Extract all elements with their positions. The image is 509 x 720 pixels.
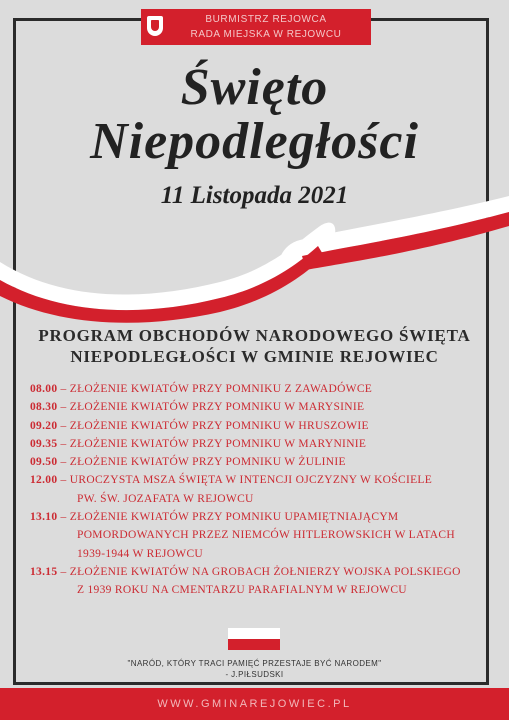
header-line-2: RADA MIEJSKA W REJOWCU bbox=[190, 29, 342, 40]
schedule-item bbox=[30, 563, 490, 600]
schedule-text: – ZŁOŻENIE KWIATÓW PRZY POMNIKU W ŻULINIE bbox=[57, 456, 346, 469]
schedule-item bbox=[30, 398, 490, 416]
quote-author: - J.PIŁSUDSKI bbox=[225, 670, 284, 679]
schedule-item bbox=[30, 471, 490, 508]
program-title bbox=[0, 325, 509, 367]
schedule-text: – ZŁOŻENIE KWIATÓW PRZY POMNIKU W MARYNINIE bbox=[57, 437, 367, 450]
header-line-1: BURMISTRZ REJOWCA bbox=[205, 14, 327, 25]
footer-website-link[interactable]: WWW.GMINAREJOWIEC.PL bbox=[0, 688, 509, 720]
schedule-time: 08.00 bbox=[30, 383, 58, 395]
schedule-text-continued: PW. ŚW. JOZAFATA W REJOWCU bbox=[77, 492, 254, 505]
schedule-time: 09.35 bbox=[30, 437, 58, 450]
schedule-time: 09.50 bbox=[30, 456, 58, 469]
title-line-1: Święto bbox=[180, 59, 329, 116]
schedule-text-continued: POMORDOWANYCH PRZEZ NIEMCÓW HITLEROWSKICH W LATACH bbox=[77, 529, 455, 542]
title-line-2: Niepodległości bbox=[90, 113, 419, 170]
event-date: 11 Listopada 2021 bbox=[160, 182, 349, 209]
schedule-text: – ZŁOŻENIE KWIATÓW PRZY POMNIKU W HRUSZOWIE bbox=[57, 419, 369, 432]
schedule-text: – ZŁOŻENIE KWIATÓW PRZY POMNIKU UPAMIĘTNIAJĄCYM bbox=[57, 511, 399, 524]
program-title-line-2: NIEPODLEGŁOŚCI W GMINIE REJOWIEC bbox=[70, 347, 439, 366]
schedule-time: 12.00 bbox=[30, 474, 58, 487]
polish-flag-icon bbox=[228, 628, 280, 650]
quote bbox=[0, 658, 509, 680]
schedule-text-continued: 1939-1944 W REJOWCU bbox=[77, 547, 204, 560]
schedule-list bbox=[30, 380, 490, 600]
schedule-time: 08.30 bbox=[30, 401, 58, 414]
schedule-item bbox=[30, 453, 490, 471]
schedule-item bbox=[30, 508, 490, 563]
schedule-text: – ZŁOŻENIE KWIATÓW NA GROBACH ŻOŁNIERZY WOJSKA POLSKIEGO bbox=[57, 565, 461, 578]
program-title-line-1: PROGRAM OBCHODÓW NARODOWEGO ŚWIĘTA bbox=[38, 326, 471, 345]
schedule-time: 13.15 bbox=[30, 565, 58, 578]
header-banner bbox=[141, 9, 371, 45]
schedule-text: – UROCZYSTA MSZA ŚWIĘTA W INTENCJI OJCZYZNY W KOŚCIELE bbox=[57, 474, 433, 487]
schedule-item bbox=[30, 417, 490, 435]
schedule-text: – ZŁOŻENIE KWIATÓW PRZY POMNIKU W MARYSINIE bbox=[57, 401, 365, 414]
schedule-text: – ZŁOŻENIE KWIATÓW PRZY POMNIKU Z ZAWADÓWCE bbox=[57, 383, 373, 395]
schedule-text-continued: Z 1939 ROKU NA CMENTARZU PARAFIALNYM W REJOWCU bbox=[77, 584, 407, 597]
quote-text: "NARÓD, KTÓRY TRACI PAMIĘĆ PRZESTAJE BYĆ NARODEM" bbox=[127, 659, 382, 668]
schedule-item bbox=[30, 380, 490, 398]
schedule-item bbox=[30, 435, 490, 453]
schedule-time: 09.20 bbox=[30, 419, 58, 432]
coat-of-arms-icon bbox=[147, 16, 163, 36]
schedule-time: 13.10 bbox=[30, 511, 58, 524]
